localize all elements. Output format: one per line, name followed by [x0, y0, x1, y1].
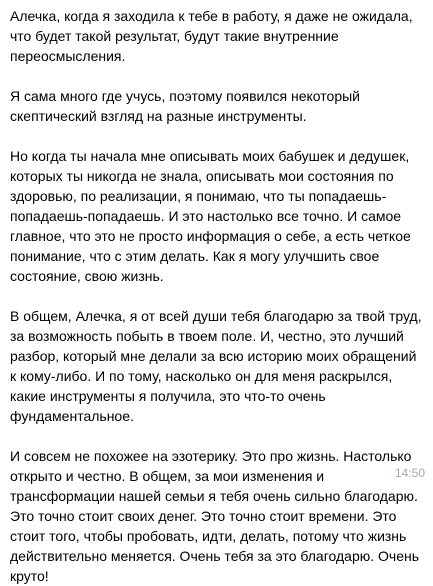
message-paragraph-3: Но когда ты начала мне описывать моих бабушек и дедушек, которых ты никогда не знала, описывать мои состояния по здоровью, по реализации, я понимаю, что ты попадаешь-попадаешь-попадаешь. И это настолько все точно. И самое главное, что это не просто информация о себе, а есть четкое понимание, что с этим делать. Как я могу улучшить свое состояние, свою жизнь. [10, 148, 411, 284]
message-timestamp: 14:50 [394, 466, 425, 480]
message-paragraph-1: Алечка, когда я заходила к тебе в работу, я даже не ожидала, что будет такой результат, будут такие внутренние переосмысления. [10, 8, 413, 64]
message-paragraph-2: Я сама много где учусь, поэтому появился некоторый скептический взгляд на разные инструменты. [10, 88, 360, 124]
message-paragraph-4: В общем, Алечка, я от всей души тебя благодарю за твой труд, за возможность побыть в твоем поле. И, честно, это лучший разбор, который мне делали за всю историю моих обращений к кому-либо. И по тому, насколько он для меня раскрылся, какие инструменты я получила, это что-то очень фундаментальное. [10, 308, 422, 424]
message-paragraph-5: И совсем не похожее на эзотерику. Это про жизнь. Настолько открыто и честно. В общем, за мои изменения и трансформации нашей семьи я тебя очень сильно благодарю. Это точно стоит своих денег. Это точно стоит времени. Это стоит того, чтобы пробовать, идти, делать, потому что жизнь действительно меняется. Очень тебя за это благодарю. Очень круто! [10, 448, 420, 584]
